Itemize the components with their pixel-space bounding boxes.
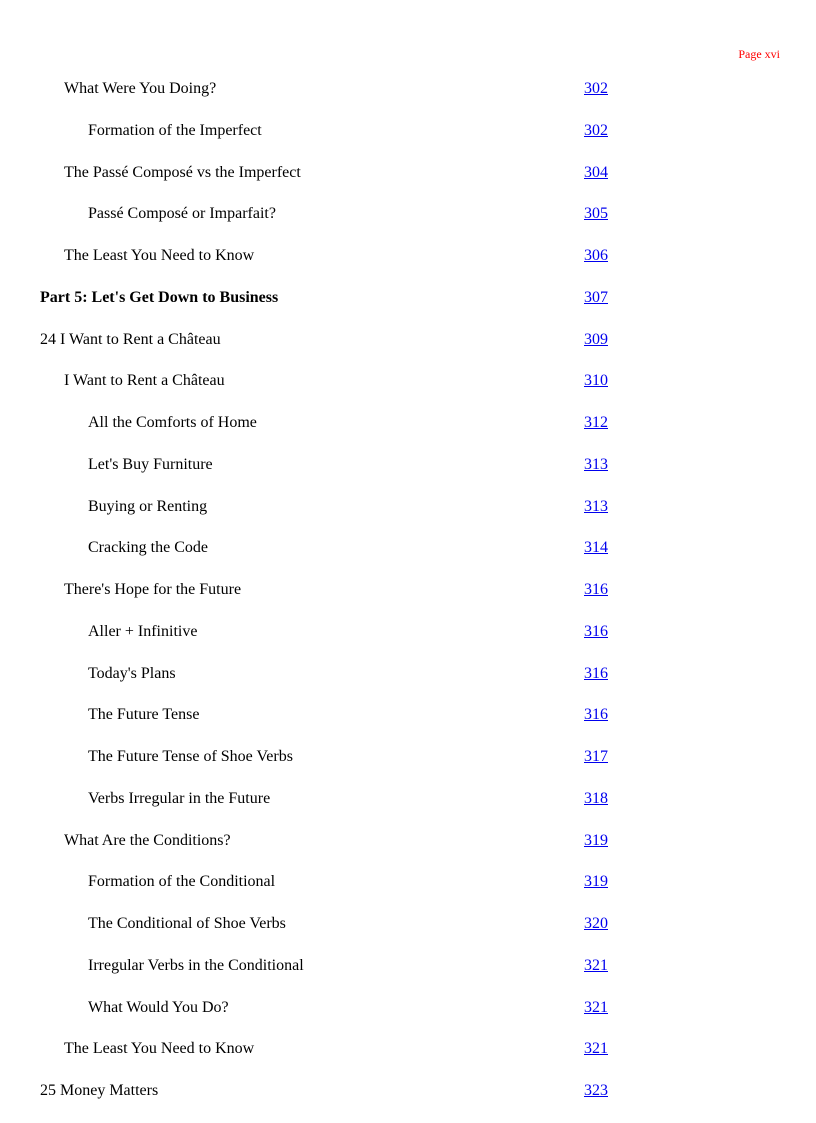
toc-entry: [0, 160, 816, 202]
toc-entry-title: What Would You Do?: [88, 998, 229, 1016]
toc-entry-title: Buying or Renting: [88, 497, 208, 515]
toc-entry-title: Irregular Verbs in the Conditional: [88, 956, 304, 974]
toc-page-link[interactable]: 309: [584, 330, 608, 348]
toc-entry: [0, 995, 816, 1037]
toc-entry: [0, 243, 816, 285]
toc-page-link[interactable]: 321: [584, 998, 608, 1016]
toc-entry-title: Passé Composé or Imparfait?: [88, 205, 276, 223]
toc-entry-title: Cracking the Code: [88, 539, 208, 557]
toc-page-link[interactable]: 321: [584, 1040, 608, 1058]
toc-page-link[interactable]: 316: [584, 706, 608, 724]
toc-entry: [0, 201, 816, 243]
toc-entry-title: The Passé Composé vs the Imperfect: [64, 163, 301, 181]
toc-page-link[interactable]: 316: [584, 664, 608, 682]
toc-page-link[interactable]: 317: [584, 748, 608, 765]
toc-entry-title: Formation of the Conditional: [88, 873, 276, 891]
toc-entry-title: The Least You Need to Know: [64, 247, 255, 264]
toc-page-link[interactable]: 323: [584, 1082, 608, 1099]
toc-page-link[interactable]: 307: [584, 288, 608, 306]
toc-chapter-entry: [0, 1078, 816, 1120]
toc-entry-title: Verbs Irregular in the Future: [88, 789, 271, 807]
toc-entry: [0, 619, 816, 661]
toc-entry-title: Part 5: Let's Get Down to Business: [40, 288, 279, 306]
toc-entry-title: 24 I Want to Rent a Château: [40, 330, 221, 348]
toc-entry-title: 25 Money Matters: [40, 1082, 159, 1099]
toc-entry-title: What Are the Conditions?: [64, 831, 231, 849]
toc-entry: [0, 661, 816, 703]
toc-entry: [0, 494, 816, 536]
toc-entry-title: Formation of the Imperfect: [88, 121, 262, 139]
toc-entry-title: All the Comforts of Home: [88, 414, 257, 431]
toc-entry: [0, 744, 816, 786]
toc-page-link[interactable]: 302: [584, 121, 608, 139]
toc-page-link[interactable]: 319: [584, 831, 608, 849]
toc-entry-title: The Future Tense: [88, 706, 200, 724]
toc-page-link[interactable]: 304: [584, 163, 608, 181]
toc-page-link[interactable]: 312: [584, 414, 608, 431]
toc-entry-title: Let's Buy Furniture: [88, 455, 213, 473]
toc-entry: [0, 702, 816, 744]
toc-entry: [0, 76, 816, 118]
table-of-contents: [0, 76, 816, 1120]
toc-page-link[interactable]: 314: [584, 539, 608, 557]
toc-entry: [0, 828, 816, 870]
toc-entry: [0, 1036, 816, 1078]
toc-entry-title: Today's Plans: [88, 664, 176, 682]
toc-page-link[interactable]: 319: [584, 873, 608, 891]
toc-page-link[interactable]: 316: [584, 581, 608, 598]
toc-page-link[interactable]: 318: [584, 789, 608, 807]
toc-chapter-entry: [0, 327, 816, 369]
toc-entry: [0, 368, 816, 410]
toc-page-link[interactable]: 306: [584, 247, 608, 264]
toc-part-heading: [0, 285, 816, 327]
toc-entry-title: Aller + Infinitive: [88, 622, 198, 640]
page-number-label: Page xvi: [738, 47, 780, 61]
toc-entry: [0, 911, 816, 953]
toc-page-link[interactable]: 310: [584, 372, 608, 390]
toc-entry-title: I Want to Rent a Château: [64, 372, 225, 390]
toc-entry-title: The Least You Need to Know: [64, 1040, 255, 1058]
toc-entry-title: There's Hope for the Future: [64, 581, 242, 598]
toc-entry: [0, 410, 816, 452]
toc-entry: [0, 786, 816, 828]
toc-page-link[interactable]: 313: [584, 455, 608, 473]
toc-entry-title: The Conditional of Shoe Verbs: [88, 915, 286, 932]
toc-entry: [0, 953, 816, 995]
toc-page-link[interactable]: 320: [584, 915, 608, 932]
toc-entry: [0, 535, 816, 577]
toc-entry: [0, 118, 816, 160]
toc-entry-title: The Future Tense of Shoe Verbs: [88, 748, 293, 765]
toc-page-link[interactable]: 302: [584, 80, 608, 97]
toc-page-link[interactable]: 305: [584, 205, 608, 223]
toc-entry-title: What Were You Doing?: [64, 80, 217, 97]
toc-page-link[interactable]: 316: [584, 622, 608, 640]
toc-page-link[interactable]: 313: [584, 497, 608, 515]
toc-entry: [0, 577, 816, 619]
toc-page-link[interactable]: 321: [584, 956, 608, 974]
toc-entry: [0, 869, 816, 911]
toc-entry: [0, 452, 816, 494]
